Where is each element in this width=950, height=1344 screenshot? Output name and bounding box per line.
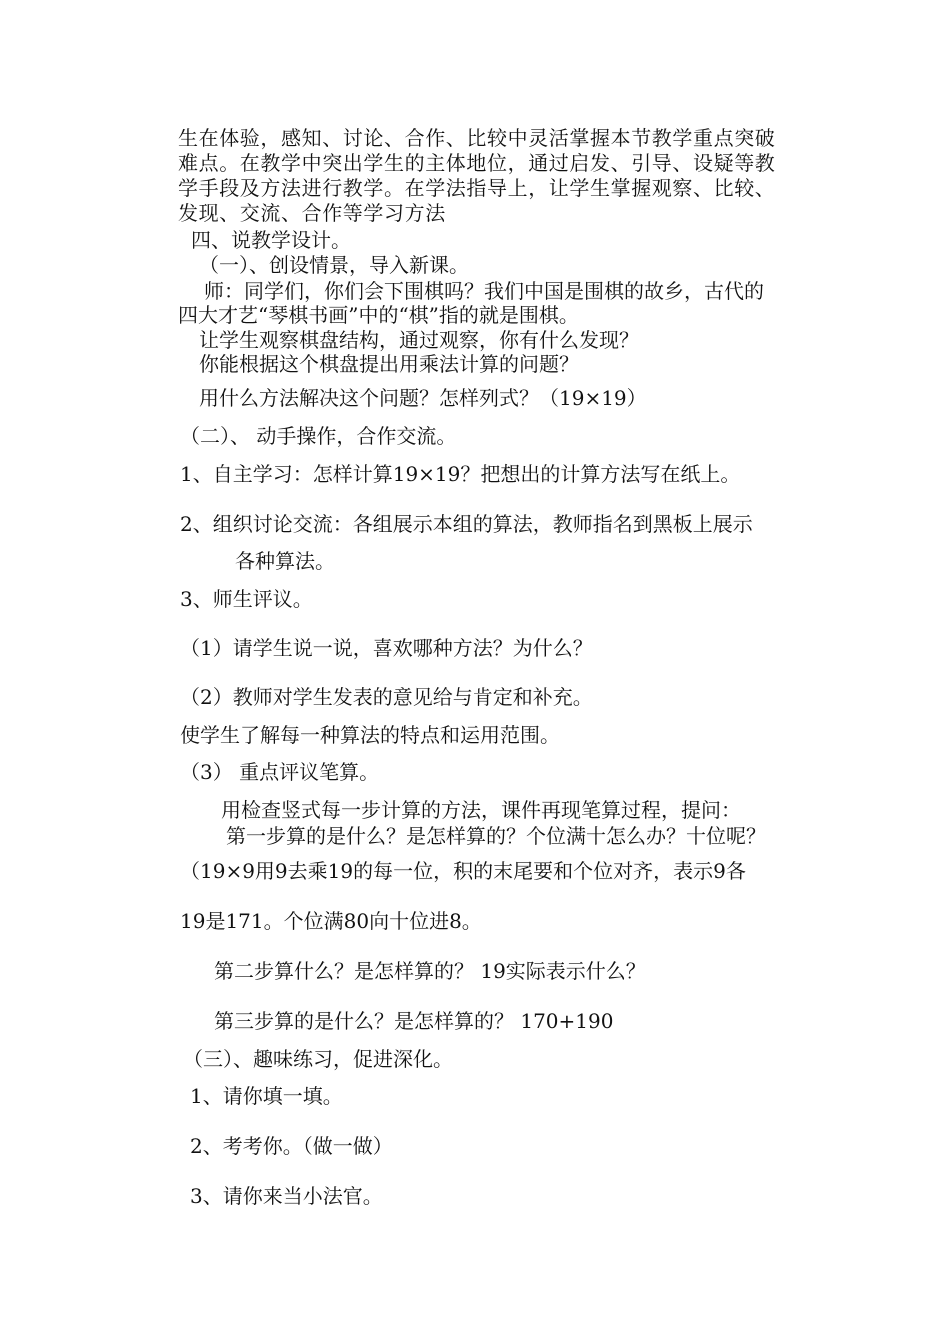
list-item: （2）教师对学生发表的意见给与肯定和补充。	[180, 685, 593, 709]
body-text-line: 难点。在教学中突出学生的主体地位，通过启发、引导、设疑等教	[178, 151, 776, 175]
list-item-continuation: 各种算法。	[235, 549, 335, 573]
body-text-line: 发现、交流、合作等学习方法	[178, 201, 446, 225]
body-text-line: 第三步算的是什么？是怎样算的？ 170+190	[214, 1009, 614, 1033]
body-text-line: 用什么方法解决这个问题？怎样列式？（19×19）	[199, 386, 647, 410]
body-text-line: 学手段及方法进行教学。在学法指导上，让学生掌握观察、比较、	[178, 176, 776, 200]
list-item: 2、考考你。（做一做）	[190, 1134, 393, 1158]
body-text-line: 你能根据这个棋盘提出用乘法计算的问题？	[199, 352, 579, 376]
subsection-heading: （二）、 动手操作，合作交流。	[180, 424, 457, 448]
body-text-line: （19×9用9去乘19的每一位，积的末尾要和个位对齐，表示9各	[180, 859, 746, 883]
body-text-line: 师：同学们，你们会下围棋吗？我们中国是围棋的故乡，古代的	[204, 279, 764, 303]
body-text-line: 第一步算的是什么？是怎样算的？个位满十怎么办？十位呢？	[226, 824, 766, 848]
list-item: 2、组织讨论交流：各组展示本组的算法，教师指名到黑板上展示	[180, 512, 753, 536]
body-text-line: 生在体验，感知、讨论、合作、比较中灵活掌握本节教学重点突破	[178, 126, 776, 150]
list-item: 3、请你来当小法官。	[190, 1184, 383, 1208]
list-item: 1、自主学习：怎样计算19×19？把想出的计算方法写在纸上。	[180, 462, 741, 486]
body-text-line: 19是171。个位满80向十位进8。	[180, 909, 482, 933]
list-item: （3） 重点评议笔算。	[180, 760, 380, 784]
body-text-line: 四大才艺“琴棋书画”中的“棋”指的就是围棋。	[178, 303, 579, 327]
body-text-line: 用检查竖式每一步计算的方法，课件再现笔算过程，提问：	[221, 798, 741, 822]
subsection-heading: （一）、创设情景，导入新课。	[199, 253, 469, 277]
list-item: （1）请学生说一说，喜欢哪种方法？为什么？	[180, 636, 593, 660]
body-text-line: 让学生观察棋盘结构，通过观察，你有什么发现？	[199, 328, 639, 352]
list-item: 1、请你填一填。	[190, 1084, 343, 1108]
body-text-line: 第二步算什么？是怎样算的？ 19实际表示什么？	[214, 959, 646, 983]
section-heading: 四、说教学设计。	[191, 228, 351, 252]
list-item: 3、师生评议。	[180, 587, 313, 611]
subsection-heading: （三）、趣味练习，促进深化。	[183, 1047, 453, 1071]
body-text-line: 使学生了解每一种算法的特点和运用范围。	[180, 723, 560, 747]
